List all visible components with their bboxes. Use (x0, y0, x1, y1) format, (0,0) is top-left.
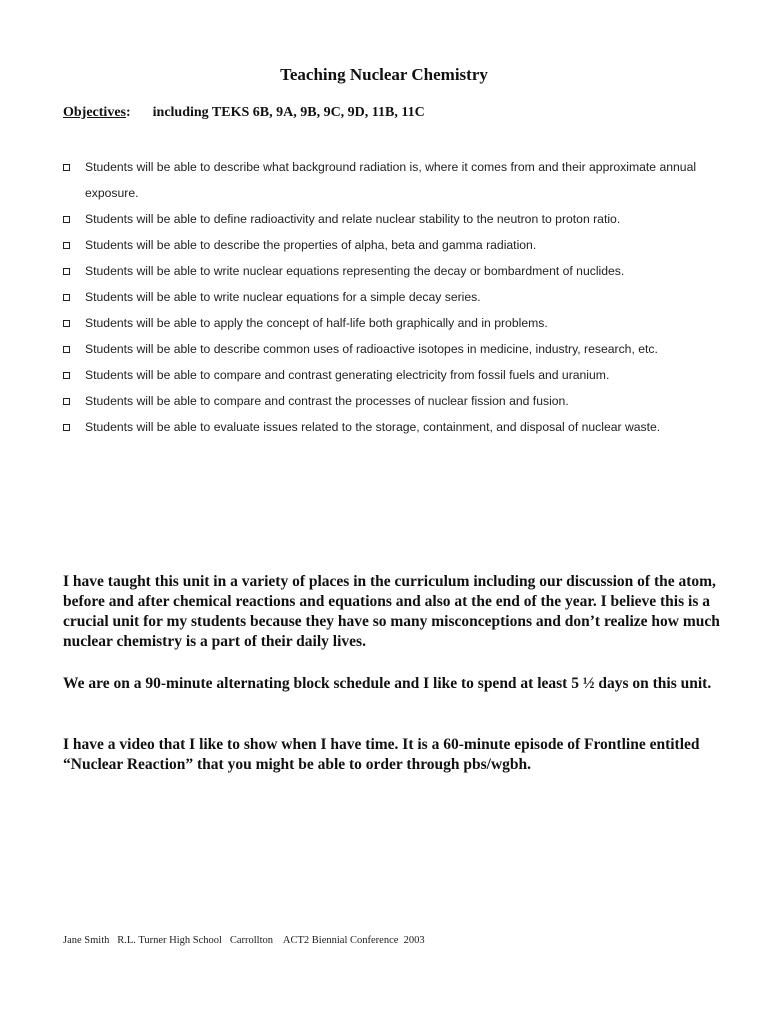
objectives-label: Objectives (63, 105, 126, 120)
list-item-text: Students will be able to compare and contrast the processes of nuclear fission and fusion. (85, 394, 569, 408)
checkbox-bullet-icon (63, 294, 70, 301)
checkbox-bullet-icon (63, 346, 70, 353)
page-footer: Jane Smith R.L. Turner High School Carrollton ACT2 Biennial Conference 2003 (63, 935, 425, 946)
list-item-text: Students will be able to write nuclear equations representing the decay or bombardment of nuclides. (85, 264, 625, 278)
checkbox-bullet-icon (63, 216, 70, 223)
list-item-text: Students will be able to define radioactivity and relate nuclear stability to the neutron to proton ratio. (85, 212, 621, 226)
list-item (63, 414, 713, 440)
paragraph-schedule: We are on a 90-minute alternating block schedule and I like to spend at least 5 ½ days on this unit. (63, 675, 712, 692)
list-item-text: Students will be able to describe common uses of radioactive isotopes in medicine, industry, research, etc. (85, 342, 658, 356)
list-item (63, 336, 713, 362)
list-item (63, 284, 713, 310)
checkbox-bullet-icon (63, 372, 70, 379)
paragraph-curriculum: I have taught this unit in a variety of places in the curriculum including our discussion of the atom, before and after chemical reactions and equations and also at the end of the year. I believe this is a crucial unit for my students because they have so many misconceptions and don’t realize how much nuclear chemistry is a part of their daily lives. (63, 573, 720, 650)
checkbox-bullet-icon (63, 242, 70, 249)
list-item (63, 388, 713, 414)
list-item-text: Students will be able to describe what background radiation is, where it comes from and their approximate annual exposure. (85, 160, 697, 200)
objectives-line (63, 104, 425, 122)
list-item-text: Students will be able to describe the properties of alpha, beta and gamma radiation. (85, 238, 537, 252)
checkbox-bullet-icon (63, 398, 70, 405)
checkbox-bullet-icon (63, 424, 70, 431)
list-item-text: Students will be able to compare and contrast generating electricity from fossil fuels and uranium. (85, 368, 610, 382)
paragraph-video: I have a video that I like to show when I have time. It is a 60-minute episode of Frontline entitled “Nuclear Reaction” that you might be able to order through pbs/wgbh. (63, 736, 700, 773)
checkbox-bullet-icon (63, 164, 70, 171)
list-item-text: Students will be able to write nuclear equations for a simple decay series. (85, 290, 481, 304)
list-item (63, 154, 713, 206)
list-item (63, 362, 713, 388)
list-item (63, 310, 713, 336)
checkbox-bullet-icon (63, 320, 70, 327)
list-item (63, 206, 713, 232)
objectives-teks: including TEKS 6B, 9A, 9B, 9C, 9D, 11B, 11C (152, 105, 425, 120)
list-item-text: Students will be able to apply the concept of half-life both graphically and in problems. (85, 316, 548, 330)
list-item-text: Students will be able to evaluate issues related to the storage, containment, and disposal of nuclear waste. (85, 420, 661, 434)
page-title: Teaching Nuclear Chemistry (280, 65, 488, 84)
checkbox-bullet-icon (63, 268, 70, 275)
objectives-list (63, 154, 713, 440)
list-item (63, 232, 713, 258)
list-item (63, 258, 713, 284)
objectives-colon: : (125, 105, 131, 120)
